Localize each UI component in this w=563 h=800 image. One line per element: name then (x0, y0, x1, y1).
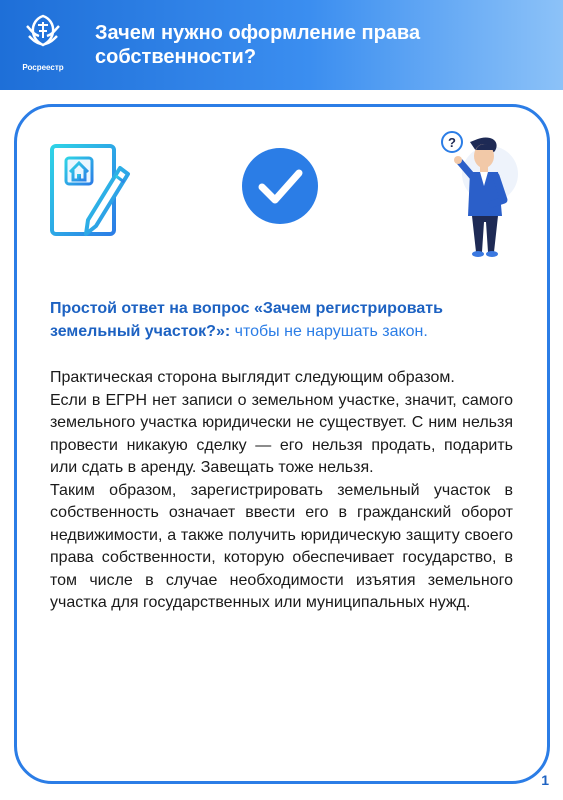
lead-answer: чтобы не нарушать закон. (230, 323, 428, 340)
emblem-icon (23, 12, 63, 58)
checkmark-circle-icon (240, 146, 320, 226)
paragraph-1: Практическая сторона выглядит следующим образом. (50, 369, 455, 386)
thinking-person-with-question-mark-icon (432, 130, 528, 260)
paragraph-2: Если в ЕГРН нет записи о земельном участке, значит, самого земельного участка юридически не существует. С ним нельзя провести никакую сделку — его нельзя продать, подарить или сдать в аренду. Завещать тоже нельзя. (50, 391, 513, 476)
page-title: Зачем нужно оформление права собственности? (95, 22, 421, 68)
header-banner (0, 0, 563, 90)
body-text (50, 367, 513, 615)
page-number: 1 (541, 772, 549, 788)
logo-text: Росреестр (22, 63, 64, 72)
svg-text:?: ? (448, 135, 456, 150)
lead-paragraph (50, 297, 515, 343)
lead-question: Простой ответ на вопрос «Зачем регистрировать земельный участок?»: (50, 300, 443, 340)
rosreestr-logo (14, 12, 72, 78)
paragraph-3: Таким образом, зарегистрировать земельный участок в собственность означает ввести его в гражданский оборот недвижимости, а также получить юридическую защиту своего права собственности, которую обеспечивает государство, в том числе в случае необходимости изъятия земельного участка для государственных или муниципальных нужд. (50, 481, 513, 611)
document-with-house-and-pen-icon (46, 142, 138, 244)
